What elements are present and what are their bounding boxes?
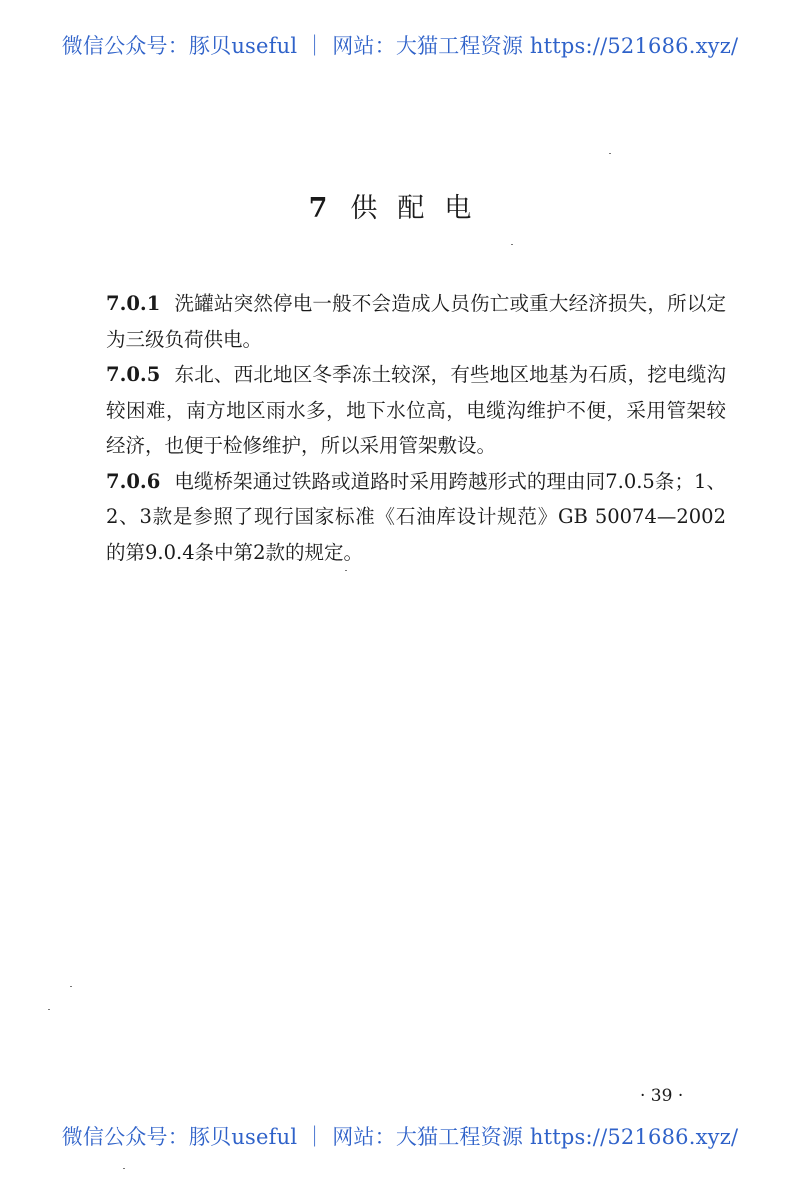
- scan-speck: [345, 570, 347, 571]
- scan-speck: [48, 1009, 50, 1010]
- watermark-top: 微信公众号：豚贝useful ｜ 网站：大猫工程资源 https://521686.xyz/: [61, 34, 739, 58]
- clause-7-0-5: [106, 357, 726, 464]
- scan-speck: [70, 986, 72, 987]
- scan-speck: [609, 153, 611, 154]
- chapter-title: [0, 186, 800, 225]
- clause-list: [106, 286, 726, 570]
- chapter-number: 7: [308, 193, 329, 224]
- clause-text: 洗罐站突然停电一般不会造成人员伤亡或重大经济损失，所以定为三级负荷供电。: [106, 292, 726, 351]
- clause-number: 7.0.6: [106, 469, 161, 493]
- clause-7-0-6: [106, 464, 726, 571]
- clause-text: 电缆桥架通过铁路或道路时采用跨越形式的理由同7.0.5条；1、2、3款是参照了现行国家标准《石油库设计规范》GB 50074—2002的第9.0.4条中第2款的规定。: [106, 469, 726, 564]
- scan-speck: [511, 244, 513, 245]
- clause-7-0-1: [106, 286, 726, 357]
- clause-number: 7.0.1: [106, 292, 161, 315]
- chapter-name: 供配电: [350, 193, 492, 224]
- watermark-bottom: 微信公众号：豚贝useful ｜ 网站：大猫工程资源 https://521686.xyz/: [61, 1125, 739, 1149]
- scan-speck: [123, 1168, 125, 1169]
- clause-number: 7.0.5: [106, 363, 161, 386]
- clause-text: 东北、西北地区冬季冻土较深，有些地区地基为石质，挖电缆沟较困难，南方地区雨水多，地下水位高，电缆沟维护不便，采用管架较经济，也便于检修维护，所以采用管架敷设。: [106, 363, 726, 457]
- page-number: · 39 ·: [640, 1086, 684, 1106]
